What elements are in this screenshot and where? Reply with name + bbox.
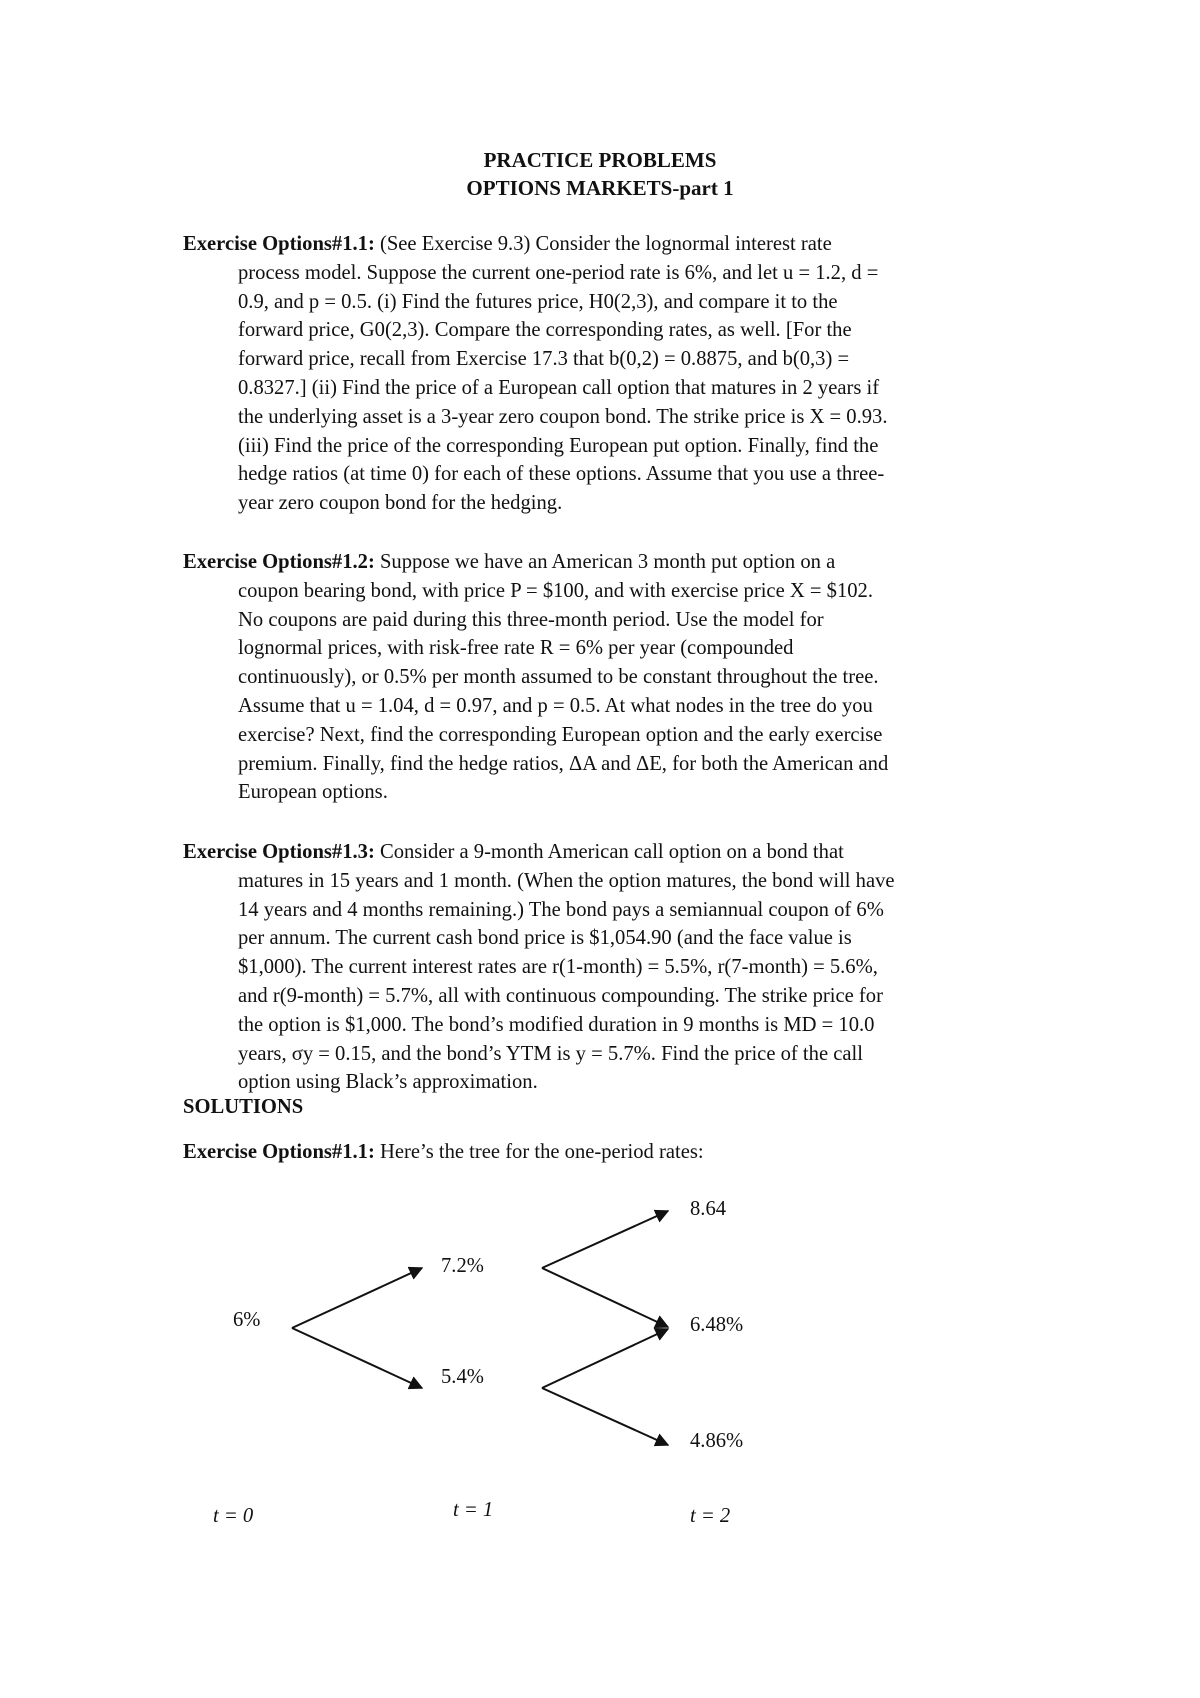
exercise-line: option using Black’s approximation. xyxy=(238,1071,538,1094)
exercise-line: Consider a 9-month American call option on a bond that xyxy=(374,841,844,863)
exercise-line: $1,000). The current interest rates are r(1-month) = 5.5%, r(7-month) = 5.6%, xyxy=(238,956,878,979)
exercise-1-3 xyxy=(183,838,1023,1097)
exercise-line: the option is $1,000. The bond’s modified duration in 9 months is MD = 10.0 xyxy=(238,1013,875,1036)
tree-edge xyxy=(292,1268,422,1328)
exercise-line: premium. Finally, find the hedge ratios, ΔA and ΔE, for both the American and xyxy=(238,752,889,775)
solution-label: Exercise Options#1.1: xyxy=(183,1141,375,1163)
solutions-heading: SOLUTIONS xyxy=(183,1096,304,1118)
tree-node-t2-uu: 8.64 xyxy=(690,1198,727,1220)
tree-node-t1-down: 5.4% xyxy=(441,1366,484,1388)
tree-node-t1-up: 7.2% xyxy=(441,1255,484,1277)
exercise-line: process model. Suppose the current one-period rate is 6%, and let u = 1.2, d = xyxy=(238,261,879,284)
tree-edge xyxy=(542,1329,668,1388)
tree-edge xyxy=(542,1388,668,1445)
tree-node-t2-ud: 6.48% xyxy=(690,1314,744,1336)
exercise-line: the underlying asset is a 3-year zero coupon bond. The strike price is X = 0.93. xyxy=(238,405,888,428)
exercise-line: Assume that u = 1.04, d = 0.97, and p = 0.5. At what nodes in the tree do you xyxy=(238,694,873,717)
exercise-label: Exercise Options#1.2: xyxy=(183,551,375,573)
exercise-line: per annum. The current cash bond price is $1,054.90 (and the face value is xyxy=(238,927,852,950)
exercise-line: hedge ratios (at time 0) for each of these options. Assume that you use a three- xyxy=(238,463,885,486)
solution-intro xyxy=(183,1141,704,1164)
time-label-0: t = 0 xyxy=(213,1505,254,1527)
exercise-line: (iii) Find the price of the corresponding European put option. Finally, find the xyxy=(238,434,879,457)
exercise-line: forward price, recall from Exercise 17.3 that b(0,2) = 0.8875, and b(0,3) = xyxy=(238,348,850,371)
exercise-1-2 xyxy=(183,548,1023,807)
exercise-line: forward price, G0(2,3). Compare the corresponding rates, as well. [For the xyxy=(238,319,852,342)
exercise-line: lognormal prices, with risk-free rate R = 6% per year (compounded xyxy=(238,637,794,660)
exercise-line: year zero coupon bond for the hedging. xyxy=(238,492,563,515)
exercise-line: 0.9, and p = 0.5. (i) Find the futures price, H0(2,3), and compare it to the xyxy=(238,290,838,313)
exercise-line: years, σy = 0.15, and the bond’s YTM is y = 5.7%. Find the price of the call xyxy=(238,1042,863,1065)
page-title: PRACTICE PROBLEMS xyxy=(483,148,717,172)
tree-edge xyxy=(292,1328,422,1388)
exercise-1-1 xyxy=(183,230,1023,518)
exercise-line: 14 years and 4 months remaining.) The bond pays a semiannual coupon of 6% xyxy=(238,898,884,921)
time-label-2: t = 2 xyxy=(690,1505,731,1527)
exercise-line: Suppose we have an American 3 month put option on a xyxy=(374,551,836,573)
exercise-label: Exercise Options#1.1: xyxy=(183,233,375,255)
page-subtitle: OPTIONS MARKETS-part 1 xyxy=(466,176,734,200)
tree-edge xyxy=(542,1211,668,1268)
exercise-line: 0.8327.] (ii) Find the price of a European call option that matures in 2 years if xyxy=(238,376,880,399)
exercise-line: (See Exercise 9.3) Consider the lognormal interest rate xyxy=(374,233,832,255)
tree-edge xyxy=(542,1268,668,1327)
exercise-line: matures in 15 years and 1 month. (When the option matures, the bond will have xyxy=(238,869,895,892)
time-label-1: t = 1 xyxy=(453,1499,494,1521)
exercise-label: Exercise Options#1.3: xyxy=(183,841,375,863)
exercise-line: European options. xyxy=(238,781,388,804)
tree-node-t0: 6% xyxy=(233,1309,261,1331)
exercise-line: coupon bearing bond, with price P = $100, and with exercise price X = $102. xyxy=(238,579,873,602)
solution-text: Here’s the tree for the one-period rates: xyxy=(374,1141,704,1163)
exercise-line: No coupons are paid during this three-month period. Use the model for xyxy=(238,608,824,631)
exercise-line: exercise? Next, find the corresponding European option and the early exercise xyxy=(238,723,883,746)
tree-node-t2-dd: 4.86% xyxy=(690,1430,744,1452)
exercise-line: and r(9-month) = 5.7%, all with continuous compounding. The strike price for xyxy=(238,984,883,1007)
exercise-line: continuously), or 0.5% per month assumed to be constant throughout the tree. xyxy=(238,666,879,689)
